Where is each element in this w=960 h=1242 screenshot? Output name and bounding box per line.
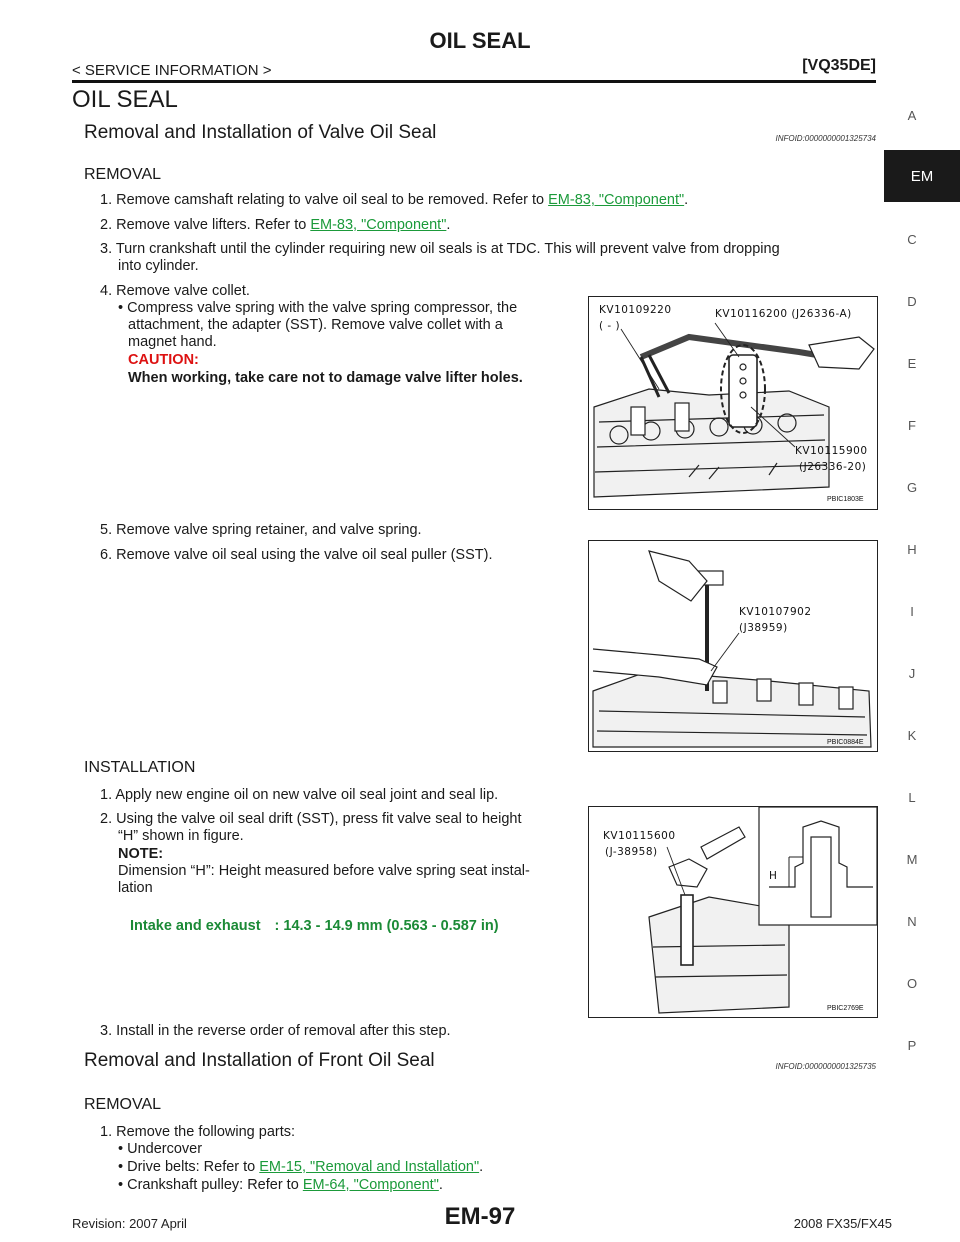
side-index-m[interactable]: M <box>906 852 918 867</box>
install-step-1: 1. Apply new engine oil on new valve oil seal joint and seal lip. <box>100 787 499 803</box>
install-step-2-line1: 2. Using the valve oil seal drift (SST), press fit valve seal to height <box>100 811 522 827</box>
header-rule <box>72 80 876 83</box>
figure-2-drawing <box>589 541 877 751</box>
figure-1-drawing <box>589 297 877 509</box>
step-4-bullet-line3: magnet hand. <box>128 334 217 350</box>
note-label: NOTE: <box>118 846 164 862</box>
caution-text: When working, take care not to damage valve lifter holes. <box>128 370 523 386</box>
removal-step-4: 4. Remove valve collet. <box>100 283 250 299</box>
link-em83-component-2[interactable]: EM-83, "Component" <box>310 217 447 233</box>
removal-step-1: 1. Remove camshaft relating to valve oil seal to be removed. Refer to EM-83, "Component". <box>100 192 689 208</box>
figure-valve-spring-compressor <box>588 296 878 510</box>
installation-heading: INSTALLATION <box>84 759 196 776</box>
side-index-l[interactable]: L <box>908 790 916 805</box>
install-step-2-line2: “H” shown in figure. <box>118 828 244 844</box>
fig2-label-a2: (J38959) <box>739 622 788 634</box>
fig1-label-c: KV10115900 <box>795 445 868 457</box>
breadcrumb: < SERVICE INFORMATION > <box>72 62 272 79</box>
removal-heading: REMOVAL <box>84 166 162 183</box>
removal-step-2: 2. Remove valve lifters. Refer to EM-83, "Component". <box>100 217 451 233</box>
front-bullet-drive-belts: • Drive belts: Refer to EM-15, "Removal and Installation". <box>118 1159 484 1175</box>
side-index-h[interactable]: H <box>907 542 917 557</box>
fig3-label-a: KV10115600 <box>603 830 676 842</box>
note-line1: Dimension “H”: Height measured before valve spring seat instal- <box>118 863 530 879</box>
page-title: OIL SEAL <box>429 28 531 53</box>
removal-step-6: 6. Remove valve oil seal using the valve oil seal puller (SST). <box>100 547 493 563</box>
removal-step-3-line2: into cylinder. <box>118 258 199 274</box>
side-index-j[interactable]: J <box>908 666 916 681</box>
side-index-a[interactable]: A <box>907 108 917 123</box>
install-step-3: 3. Install in the reverse order of removal after this step. <box>100 1023 451 1039</box>
fig3-label-a2: (J-38958) <box>605 846 658 858</box>
fig1-code: PBIC1803E <box>827 496 864 503</box>
front-seal-infoid: INFOID:0000000001325735 <box>775 1062 876 1071</box>
front-bullet-undercover: • Undercover <box>118 1141 203 1157</box>
side-index-n[interactable]: N <box>907 914 917 929</box>
spec-value: : 14.3 - 14.9 mm (0.563 - 0.587 in) <box>274 918 499 934</box>
link-em64-component[interactable]: EM-64, "Component" <box>302 1177 439 1193</box>
engine-code: [VQ35DE] <box>802 57 876 74</box>
note-line2: lation <box>118 880 153 896</box>
section-title: OIL SEAL <box>72 86 178 113</box>
caution-label: CAUTION: <box>128 352 199 368</box>
side-index-f[interactable]: F <box>908 418 916 433</box>
side-index-p[interactable]: P <box>907 1038 917 1053</box>
removal-step-5: 5. Remove valve spring retainer, and valve spring. <box>100 522 422 538</box>
valve-seal-infoid: INFOID:0000000001325734 <box>775 134 876 143</box>
figure-3-drawing <box>589 807 877 1017</box>
front-removal-heading: REMOVAL <box>84 1096 162 1113</box>
front-seal-heading: Removal and Installation of Front Oil Seal <box>84 1050 435 1071</box>
fig3-code: PBIC2769E <box>827 1005 864 1012</box>
footer-revision: Revision: 2007 April <box>72 1216 187 1231</box>
valve-seal-heading: Removal and Installation of Valve Oil Seal <box>84 122 437 143</box>
fig1-label-b: KV10116200 (J26336-A) <box>715 308 852 320</box>
link-em83-component[interactable]: EM-83, "Component" <box>548 192 685 208</box>
side-index-k[interactable]: K <box>907 728 917 743</box>
fig2-label-a: KV10107902 <box>739 606 812 618</box>
removal-step-3-line1: 3. Turn crankshaft until the cylinder requiring new oil seals is at TDC. This will prevent valve from dropping <box>100 241 780 257</box>
side-tab-em[interactable]: EM <box>884 150 960 202</box>
front-removal-step-1: 1. Remove the following parts: <box>100 1124 296 1140</box>
side-index-c[interactable]: C <box>907 232 917 247</box>
side-index-d[interactable]: D <box>907 294 917 309</box>
spec-intake-exhaust <box>130 918 499 934</box>
link-em15-removal[interactable]: EM-15, "Removal and Installation" <box>259 1159 480 1175</box>
step-4-bullet-line2: attachment, the adapter (SST). Remove valve collet with a <box>128 317 503 333</box>
side-index-g[interactable]: G <box>906 480 918 495</box>
step-4-bullet-line1: • Compress valve spring with the valve spring compressor, the <box>118 300 518 316</box>
side-index-e[interactable]: E <box>907 356 917 371</box>
front-bullet-crank-pulley: • Crankshaft pulley: Refer to EM-64, "Component". <box>118 1177 443 1193</box>
figure-valve-oil-seal-puller <box>588 540 878 752</box>
fig1-label-a: KV10109220 <box>599 304 672 316</box>
footer-page-number: EM-97 <box>444 1203 516 1230</box>
spec-label: Intake and exhaust <box>130 918 261 934</box>
fig2-code: PBIC0884E <box>827 739 864 746</box>
fig3-label-h: H <box>769 870 778 882</box>
fig1-label-c2: (J26336-20) <box>799 461 867 473</box>
side-index-i[interactable]: I <box>910 604 914 619</box>
fig1-label-a2: ( - ) <box>599 320 621 332</box>
footer-model: 2008 FX35/FX45 <box>793 1216 892 1231</box>
side-index-o[interactable]: O <box>906 976 918 991</box>
figure-valve-oil-seal-drift <box>588 806 878 1018</box>
